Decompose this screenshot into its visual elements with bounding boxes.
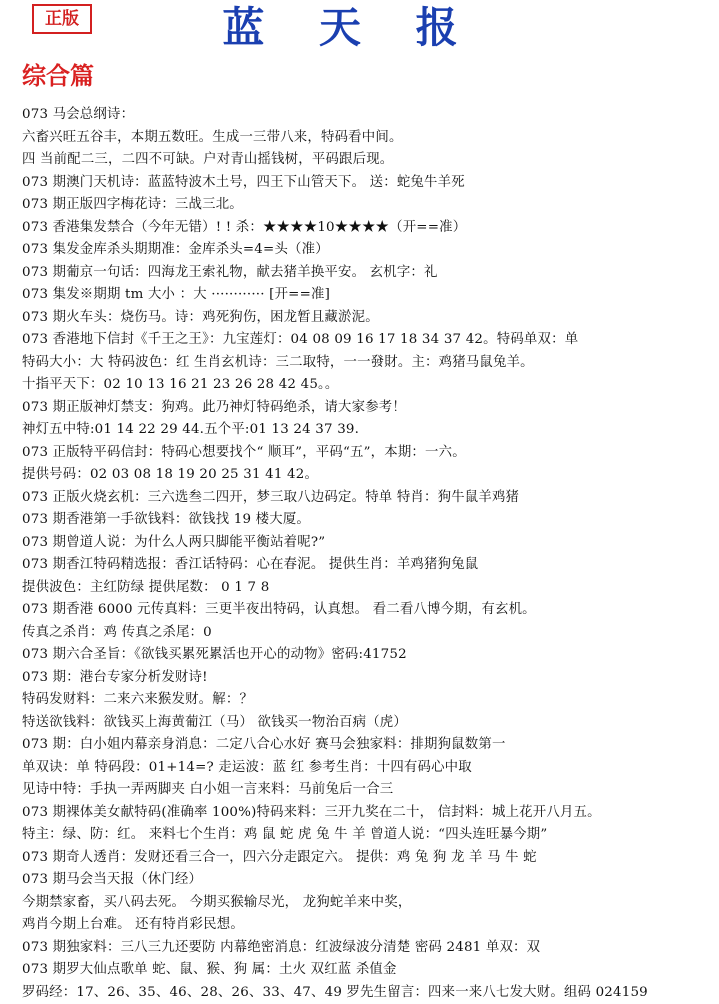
text-line: 073 期香港第一手欲钱料：欲钱找 19 楼大厦。 — [22, 509, 712, 532]
text-line: 073 期罗大仙点歌单 蛇、鼠、猴、狗 属：土火 双红蓝 杀值金 — [22, 959, 712, 982]
text-line: 特主：绿、防：红。 来料七个生肖：鸡 鼠 蛇 虎 兔 牛 羊 曾道人说：“四头连旺暴今期” — [22, 824, 712, 847]
text-line: 073 马会总纲诗： — [22, 104, 712, 127]
text-line: 073 正版特平码信封：特码心想要找个“ 顺耳”，平码“五”，本期：一六。 — [22, 442, 712, 465]
text-line: 传真之杀肖：鸡 传真之杀尾：0 — [22, 622, 712, 645]
text-line: 073 期：港台专家分析发财诗! — [22, 667, 712, 690]
text-line: 073 正版火烧玄机：三六选叁二四开，梦三取八边码定。特单 特肖：狗牛鼠羊鸡猪 — [22, 487, 712, 510]
text-line: 六畜兴旺五谷丰，本期五数旺。生成一三带八来，特码看中间。 — [22, 127, 712, 150]
text-line: 罗码经：17、26、35、46、28、26、33、47、49 罗先生留言：四来一来八七发大财。组码 024159 — [22, 982, 712, 1004]
text-line: 见诗中特：手执一弄两脚夹 白小姐一言来料：马前兔后一合三 — [22, 779, 712, 802]
text-line: 四 当前配二三，二四不可缺。户对青山摇钱树，平码跟后现。 — [22, 149, 712, 172]
text-line: 073 期葡京一句话：四海龙王索礼物，献去猪羊换平安。 玄机字：礼 — [22, 262, 712, 285]
section-heading: 综合篇 — [22, 60, 94, 92]
text-line: 073 期六合圣旨：《欲钱买累死累活也开心的动物》密码:41752 — [22, 644, 712, 667]
text-line: 特码大小：大 特码波色：红 生肖玄机诗：三二取特，一一發財。主：鸡猪马鼠兔羊。 — [22, 352, 712, 375]
authentic-badge: 正版 — [32, 4, 92, 34]
text-line: 提供号码：02 03 08 18 19 20 25 31 41 42。 — [22, 464, 712, 487]
text-line: 073 香港地下信封《千王之王》：九宝莲灯：04 08 09 16 17 18 34 37 42。特码单双：单 — [22, 329, 712, 352]
text-line: 073 期香港 6000 元传真料：三更半夜出特码，认真想。 看二看八博今期，有玄机。 — [22, 599, 712, 622]
text-line: 073 期正版四字梅花诗：三战三北。 — [22, 194, 712, 217]
text-line: 073 期正版神灯禁支：狗鸡。此乃神灯特码绝杀，请大家参考！ — [22, 397, 712, 420]
text-line: 提供波色：主红防绿 提供尾数： 0 1 7 8 — [22, 577, 712, 600]
text-line: 073 香港集发禁合（今年无错）! ! 杀：★★★★10★★★★（开==准） — [22, 217, 712, 240]
text-line: 特码发财料：二来六来猴发财。解：？ — [22, 689, 712, 712]
text-line: 特送欲钱料：欲钱买上海黄葡江（马） 欲钱买一物治百病（虎） — [22, 712, 712, 735]
text-line: 073 期马会当天报（休门经） — [22, 869, 712, 892]
text-line: 073 期奇人透肖：发财还看三合一，四六分走跟定六。 提供：鸡 兔 狗 龙 羊 马 牛 蛇 — [22, 847, 712, 870]
text-line: 073 期裸体美女献特码(准确率 100%)特码来料：三开九奖在二十， 信封料：城上花开八月五。 — [22, 802, 712, 825]
text-line: 073 期曾道人说：为什么人两只脚能平衡站着呢?” — [22, 532, 712, 555]
article-body — [22, 104, 712, 1004]
text-line: 073 集发※期期 tm 大小 ：大 ············ [开==准] — [22, 284, 712, 307]
text-line: 073 期：白小姐内幕亲身消息：二定八合心水好 赛马会独家料：排期狗鼠数第一 — [22, 734, 712, 757]
text-line: 鸡肖今期上台难。 还有特肖彩民想。 — [22, 914, 712, 937]
text-line: 073 期澳门天机诗：蓝蓝特波木土号，四王下山管天下。 送：蛇兔牛羊死 — [22, 172, 712, 195]
text-line: 今期禁家畜，买八码去死。 今期买猴输尽光， 龙狗蛇羊来中奖， — [22, 892, 712, 915]
text-line: 073 期香江特码精选报：香江话特码：心在春泥。 提供生肖：羊鸡猪狗兔鼠 — [22, 554, 712, 577]
text-line: 073 期独家料：三八三九还要防 内幕绝密消息：红波绿波分清楚 密码 2481 单双：双 — [22, 937, 712, 960]
text-line: 单双诀：单 特码段：01+14=? 走运波：蓝 红 参考生肖：十四有码心中取 — [22, 757, 712, 780]
text-line: 神灯五中特:01 14 22 29 44.五个平:01 13 24 37 39. — [22, 419, 712, 442]
text-line: 073 集发金库杀头期期准：金库杀头=4=头（准） — [22, 239, 712, 262]
text-line: 073 期火车头：烧伤马。诗：鸡死狗伤，困龙暂且藏淤泥。 — [22, 307, 712, 330]
text-line: 十指平天下：02 10 13 16 21 23 26 28 42 45。。 — [22, 374, 712, 397]
newspaper-title: 蓝 天 报 — [180, 0, 520, 56]
